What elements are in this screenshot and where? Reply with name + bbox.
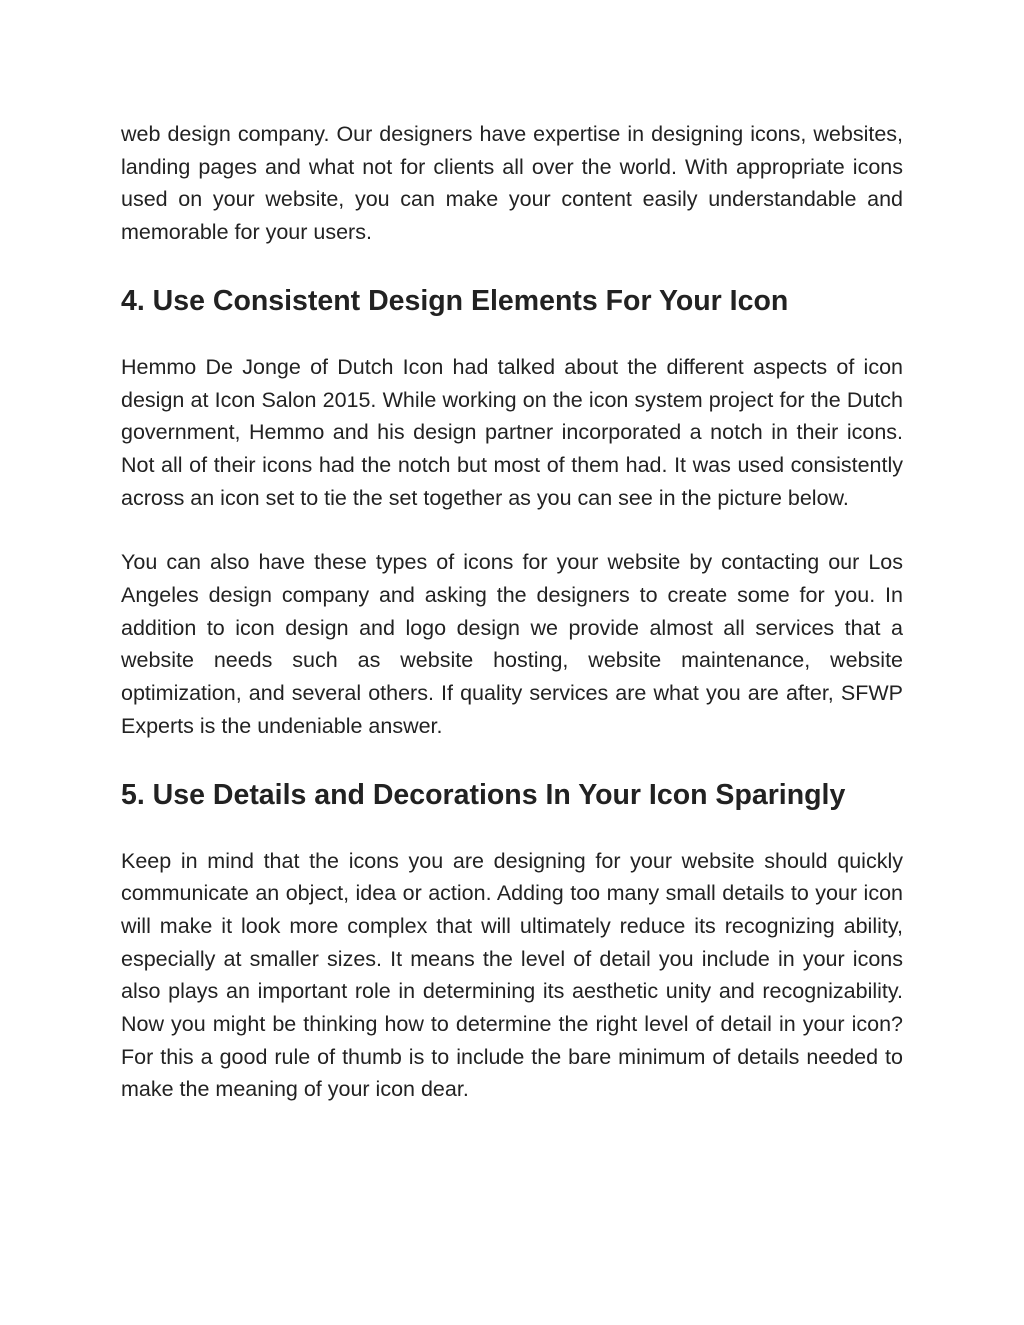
section-4-paragraph-2: You can also have these types of icons for your website by contacting our Los Angeles design company and asking the designers to create some for you. In addition to icon design and logo design we provide almost all services that a website needs such as website hosting, website maintenance, website optimization, and several others. If quality services are what you are after, SFWP Experts is the undeniable answer.	[121, 550, 903, 738]
intro-paragraph: web design company. Our designers have expertise in designing icons, websites, landing pages and what not for clients all over the world. With appropriate icons used on your website, you can make your content easily understandable and memorable for your users.	[121, 122, 903, 245]
section-heading-4: 4. Use Consistent Design Elements For Your Icon	[121, 284, 789, 317]
document-page	[121, 118, 903, 1106]
section-heading-5: 5. Use Details and Decorations In Your Icon Sparingly	[121, 778, 846, 811]
section-5-paragraph-1: Keep in mind that the icons you are designing for your website should quickly communicate an object, idea or action. Adding too many small details to your icon will make it look more complex that will ultimately reduce its recognizing ability, especially at smaller sizes. It means the level of detail you include in your icons also plays an important role in determining its aesthetic unity and recognizability. Now you might be thinking how to determine the right level of detail in your icon? For this a good rule of thumb is to include the bare minimum of details needed to make the meaning of your icon dear.	[121, 848, 903, 1102]
section-4-paragraph-1: Hemmo De Jonge of Dutch Icon had talked about the different aspects of icon design at Icon Salon 2015. While working on the icon system project for the Dutch government, Hemmo and his design partner incorporated a notch in their icons. Not all of their icons had the notch but most of them had. It was used consistently across an icon set to tie the set together as you can see in the picture below.	[121, 354, 903, 510]
